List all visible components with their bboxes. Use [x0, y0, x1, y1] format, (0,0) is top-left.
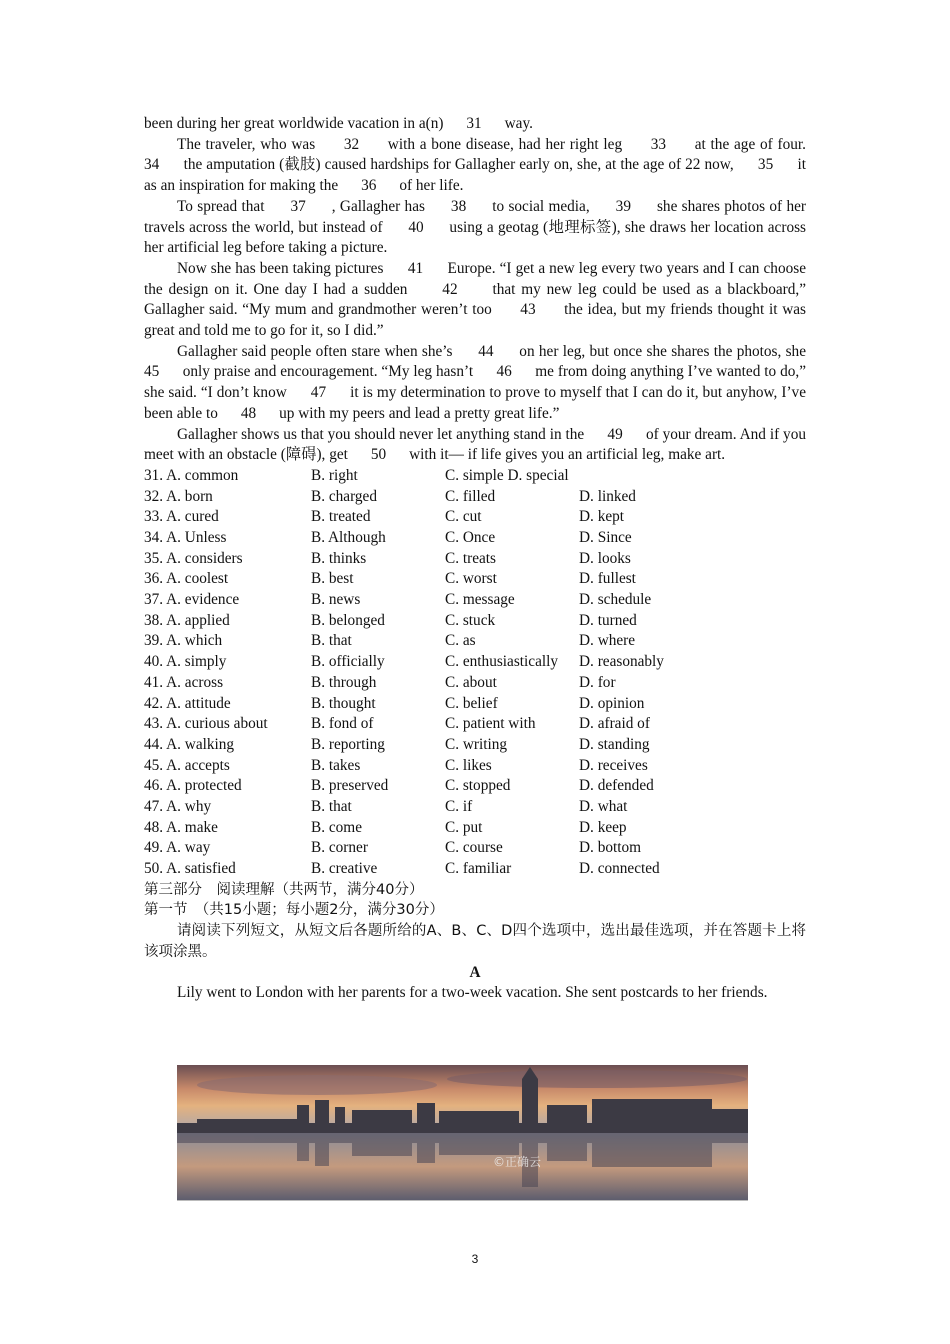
- cloze-paragraph: The traveler, who was 32 with a bone disease, had her right leg 33 at the age of four. 34 the amputation (截肢) caused hardships for Gallagher early on, she, at the age of 22 now, 35 it as an inspiration for making the 36 of her life.: [144, 135, 829, 195]
- option-row: [144, 631, 806, 652]
- option-cell: 43. A. curious about: [144, 715, 268, 733]
- option-cell: 46. A. protected: [144, 777, 242, 795]
- option-cell: D. fullest: [579, 570, 636, 588]
- option-cell: D. keep: [579, 818, 627, 836]
- option-cell: 33. A. cured: [144, 508, 219, 526]
- exam-page: [144, 114, 829, 1004]
- option-cell: C. familiar: [445, 860, 512, 878]
- option-cell: C. belief: [445, 694, 498, 712]
- option-cell: C. stuck: [445, 611, 496, 629]
- option-cell: D. for: [579, 673, 616, 691]
- reading-instruction: 请阅读下列短文，从短文后各题所给的A、B、C、D四个选项中，选出最佳选项，并在答题卡上将该项涂黑。: [144, 923, 806, 960]
- option-cell: C. enthusiastically: [445, 653, 559, 671]
- option-cell: B. corner: [311, 839, 368, 857]
- option-cell: C. stopped: [445, 777, 511, 795]
- option-row: [144, 466, 806, 487]
- option-row: [144, 673, 806, 694]
- option-cell: B. best: [311, 570, 354, 588]
- option-cell: 32. A. born: [144, 487, 213, 505]
- option-cell: 50. A. satisfied: [144, 860, 236, 878]
- option-cell: 36. A. coolest: [144, 570, 229, 588]
- cloze-paragraph: To spread that 37 , Gallagher has 38 to social media, 39 she shares photos of her travels across the world, but instead of 40 using a geotag (地理标签), she draws her location across her artificial leg before taking a picture.: [144, 197, 810, 257]
- option-cell: 35. A. considers: [144, 549, 243, 567]
- option-cell: B. thought: [311, 694, 376, 712]
- option-cell: 45. A. accepts: [144, 756, 230, 774]
- section1-heading: 第一节 （共15小题；每小题2分，满分30分）: [144, 902, 444, 919]
- option-cell: 41. A. across: [144, 673, 224, 691]
- option-cell: B. creative: [311, 860, 378, 878]
- london-skyline-photo: [177, 1065, 748, 1201]
- option-cell: D. defended: [579, 777, 654, 795]
- option-cell: D. reasonably: [579, 653, 664, 671]
- option-cell: C. as: [445, 632, 476, 650]
- option-row: [144, 735, 806, 756]
- cloze-paragraph: Now she has been taking pictures 41 Europe. “I get a new leg every two years and I can choose the design on it. One day I had a sudden 42 that my new leg could be used as a blackboard,” Gallagher said. “My mum and grandmother weren’t too 43 the idea, but my friends thought it was great and told me to go for it, so I did.”: [144, 259, 810, 340]
- option-cell: C. writing: [445, 735, 508, 753]
- option-cell: D. Since: [579, 529, 632, 547]
- option-cell: D. turned: [579, 611, 637, 629]
- option-cell: D. receives: [579, 756, 648, 774]
- option-cell: B. fond of: [311, 715, 374, 733]
- option-cell: C. Once: [445, 529, 496, 547]
- option-row: [144, 652, 806, 673]
- option-cell: B. takes: [311, 756, 361, 774]
- option-cell: D. looks: [579, 549, 631, 567]
- option-row: [144, 859, 806, 880]
- option-row: [144, 694, 806, 715]
- option-cell: C. patient with: [445, 715, 536, 733]
- option-cell: C. message: [445, 591, 515, 609]
- option-cell: D. standing: [579, 735, 650, 753]
- option-cell: B. officially: [311, 653, 385, 671]
- option-row: [144, 756, 806, 777]
- option-cell: B. right: [311, 466, 358, 484]
- option-cell: B. treated: [311, 508, 371, 526]
- option-cell: 42. A. attitude: [144, 694, 231, 712]
- option-cell: B. come: [311, 818, 362, 836]
- option-cell: C. treats: [445, 549, 496, 567]
- option-cell: B. news: [311, 591, 361, 609]
- options-list: [144, 466, 806, 880]
- option-row: [144, 818, 806, 839]
- option-cell: 40. A. simply: [144, 653, 227, 671]
- option-cell: D. what: [579, 797, 628, 815]
- passage-text: Lily went to London with her parents for a two-week vacation. She sent postcards to her friends.: [177, 984, 768, 1002]
- option-cell: B. preserved: [311, 777, 389, 795]
- option-cell: D. opinion: [579, 694, 645, 712]
- option-cell: D. afraid of: [579, 715, 650, 733]
- option-cell: B. belonged: [311, 611, 385, 629]
- option-cell: B. Although: [311, 529, 386, 547]
- option-cell: C. likes: [445, 756, 492, 774]
- option-cell: C. worst: [445, 570, 497, 588]
- option-cell: C. simple D. special: [445, 466, 569, 484]
- option-row: [144, 714, 806, 735]
- page-number: 3: [471, 1252, 479, 1266]
- option-cell: 44. A. walking: [144, 735, 235, 753]
- option-cell: 31. A. common: [144, 466, 239, 484]
- option-cell: C. if: [445, 797, 473, 815]
- option-cell: 49. A. way: [144, 839, 211, 857]
- option-cell: C. about: [445, 673, 497, 691]
- passage-letter: A: [469, 963, 481, 981]
- option-cell: 34. A. Unless: [144, 529, 227, 547]
- cloze-paragraph: Gallagher said people often stare when she’s 44 on her leg, but once she shares the photos, she 45 only praise and encouragement. “My leg hasn’t 46 me from doing anything I’ve wanted to do,” she said. “I don’t know 47 it is my determination to prove to myself that I can do it, but anyhow, I’ve been able to 48 up with my peers and lead a pretty great life.”: [144, 342, 829, 422]
- option-cell: C. cut: [445, 508, 482, 526]
- option-row: [144, 838, 806, 859]
- option-cell: D. linked: [579, 487, 636, 505]
- option-row: [144, 776, 806, 797]
- option-cell: B. that: [311, 632, 352, 650]
- option-row: [144, 549, 806, 570]
- option-cell: 37. A. evidence: [144, 591, 240, 609]
- option-cell: B. thinks: [311, 549, 367, 567]
- option-cell: B. through: [311, 673, 377, 691]
- option-cell: D. kept: [579, 508, 625, 526]
- option-row: [144, 797, 806, 818]
- option-row: [144, 528, 806, 549]
- skyline-illustration: [177, 1065, 748, 1200]
- image-watermark: ©正确云: [493, 1155, 542, 1169]
- option-cell: 47. A. why: [144, 797, 212, 815]
- option-cell: 38. A. applied: [144, 611, 230, 629]
- option-cell: D. bottom: [579, 839, 642, 857]
- cloze-paragraph: been during her great worldwide vacation in a(n) 31 way.: [144, 115, 533, 132]
- option-row: [144, 611, 806, 632]
- cloze-passage: [144, 114, 829, 466]
- option-cell: [579, 466, 699, 487]
- option-row: [144, 569, 806, 590]
- option-cell: 39. A. which: [144, 632, 223, 650]
- option-row: [144, 507, 806, 528]
- part3-heading: 第三部分 阅读理解（共两节，满分40分）: [144, 881, 424, 898]
- option-row: [144, 487, 806, 508]
- option-cell: D. where: [579, 632, 636, 650]
- option-cell: 48. A. make: [144, 818, 218, 836]
- option-cell: B. reporting: [311, 735, 385, 753]
- option-cell: C. filled: [445, 487, 496, 505]
- option-cell: B. that: [311, 797, 352, 815]
- option-row: [144, 590, 806, 611]
- option-cell: C. course: [445, 839, 503, 857]
- option-cell: B. charged: [311, 487, 377, 505]
- option-cell: D. schedule: [579, 591, 652, 609]
- cloze-paragraph: Gallagher shows us that you should never let anything stand in the 49 of your dream. And if you meet with an obstacle (障碍), get 50 with it— if life gives you an artificial leg, make art.: [144, 425, 810, 464]
- option-cell: C. put: [445, 818, 483, 836]
- option-cell: D. connected: [579, 860, 660, 878]
